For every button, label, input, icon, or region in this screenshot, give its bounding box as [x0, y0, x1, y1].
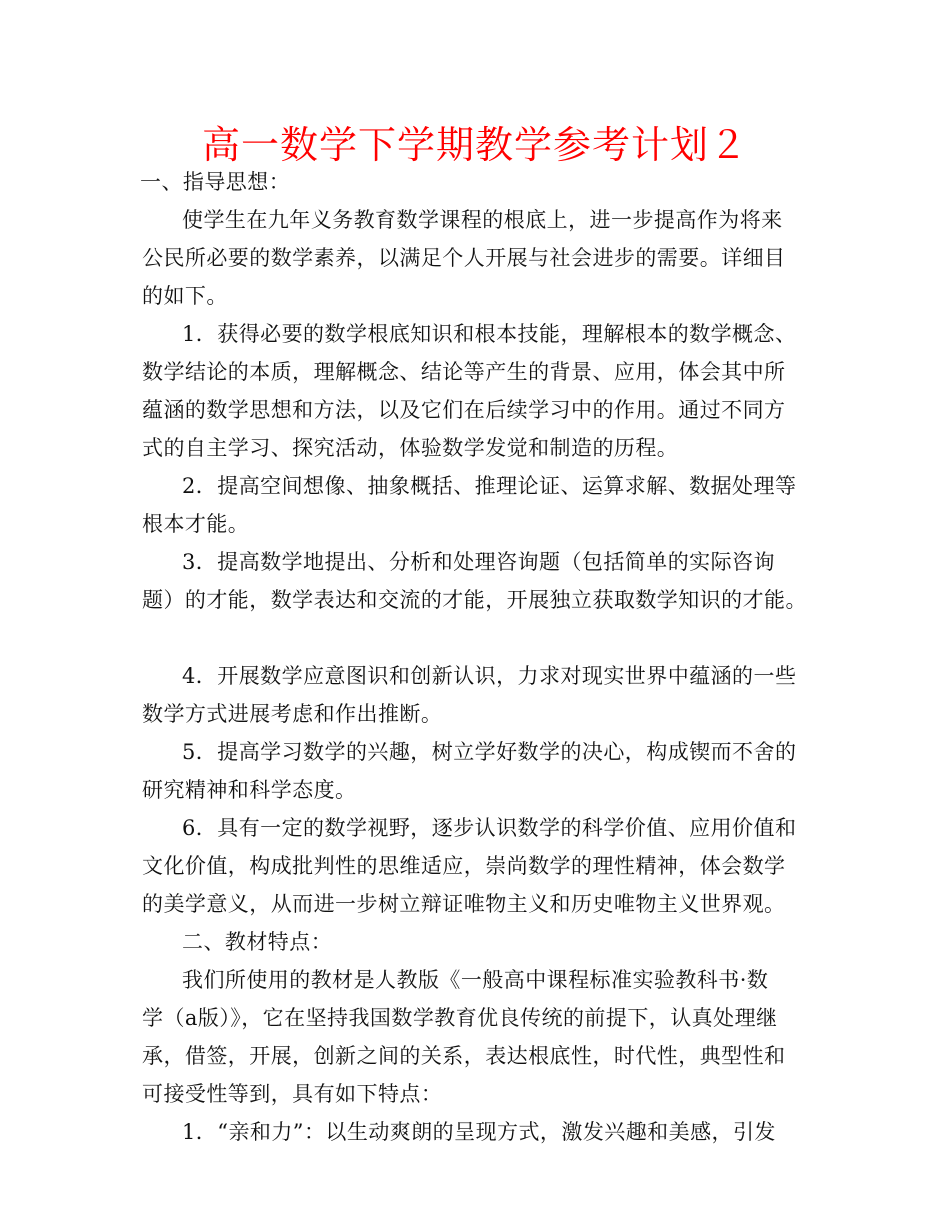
- paragraph-line: 承，借签，开展，创新之间的关系，表达根底性，时代性，典型性和: [142, 1044, 786, 1068]
- paragraph-line: 使学生在九年义务教育数学课程的根底上，进一步提高作为将来: [182, 208, 783, 232]
- list-item-6-line: 6．具有一定的数学视野，逐步认识数学的科学价值、应用价值和: [182, 816, 797, 840]
- list-item-3-line: 3．提高数学地提出、分析和处理咨询题（包括简单的实际咨询: [182, 550, 775, 574]
- list-item-5-line: 5．提高学习数学的兴趣，树立学好数学的决心，构成锲而不舍的: [182, 740, 797, 764]
- list-item-1-line: 式的自主学习、探究活动，体验数学发觉和制造的历程。: [142, 436, 679, 460]
- document-body: [142, 163, 822, 1151]
- list-item-3-line: 题）的才能，数学表达和交流的才能，开展独立获取数学知识的才能。: [142, 588, 807, 612]
- feature-item-1-line: 1．“亲和力”：以生动爽朗的呈现方式，激发兴趣和美感，引发: [182, 1120, 776, 1144]
- list-item-5-line: 研究精神和科学态度。: [142, 778, 357, 802]
- paragraph-line: 的如下。: [142, 284, 228, 308]
- list-item-2-line: 2．提高空间想像、抽象概括、推理论证、运算求解、数据处理等: [182, 474, 797, 498]
- list-item-6-line: 文化价值，构成批判性的思维适应，崇尚数学的理性精神，体会数学: [142, 854, 786, 878]
- list-item-1-line: 蕴涵的数学思想和方法，以及它们在后续学习中的作用。通过不同方: [142, 398, 786, 422]
- paragraph-line: 可接受性等到，具有如下特点：: [142, 1082, 443, 1106]
- list-item-1-line: 1．获得必要的数学根底知识和根本技能，理解根本的数学概念、: [182, 322, 797, 346]
- list-item-1-line: 数学结论的本质，理解概念、结论等产生的背景、应用，体会其中所: [142, 360, 786, 384]
- paragraph-line: 我们所使用的教材是人教版《一般高中课程标准实验教科书·数: [182, 968, 769, 992]
- list-item-2-line: 根本才能。: [142, 512, 250, 536]
- section-heading-textbook-features: 二、教材特点：: [182, 930, 333, 954]
- blank-line: [142, 619, 822, 657]
- section-heading-guiding-thoughts: 一、指导思想：: [140, 170, 291, 194]
- document-title: 高一数学下学期教学参考计划２: [201, 123, 748, 167]
- list-item-4-line: 4．开展数学应意图识和创新认识，力求对现实世界中蕴涵的一些: [182, 664, 797, 688]
- paragraph-line: 公民所必要的数学素养，以满足个人开展与社会进步的需要。详细目: [142, 246, 786, 270]
- paragraph-line: 学（a版）》，它在坚持我国数学教育优良传统的前提下，认真处理继: [142, 1006, 778, 1030]
- list-item-6-line: 的美学意义，从而进一步树立辩证唯物主义和历史唯物主义世界观。: [142, 892, 786, 916]
- list-item-4-line: 数学方式进展考虑和作出推断。: [142, 702, 443, 726]
